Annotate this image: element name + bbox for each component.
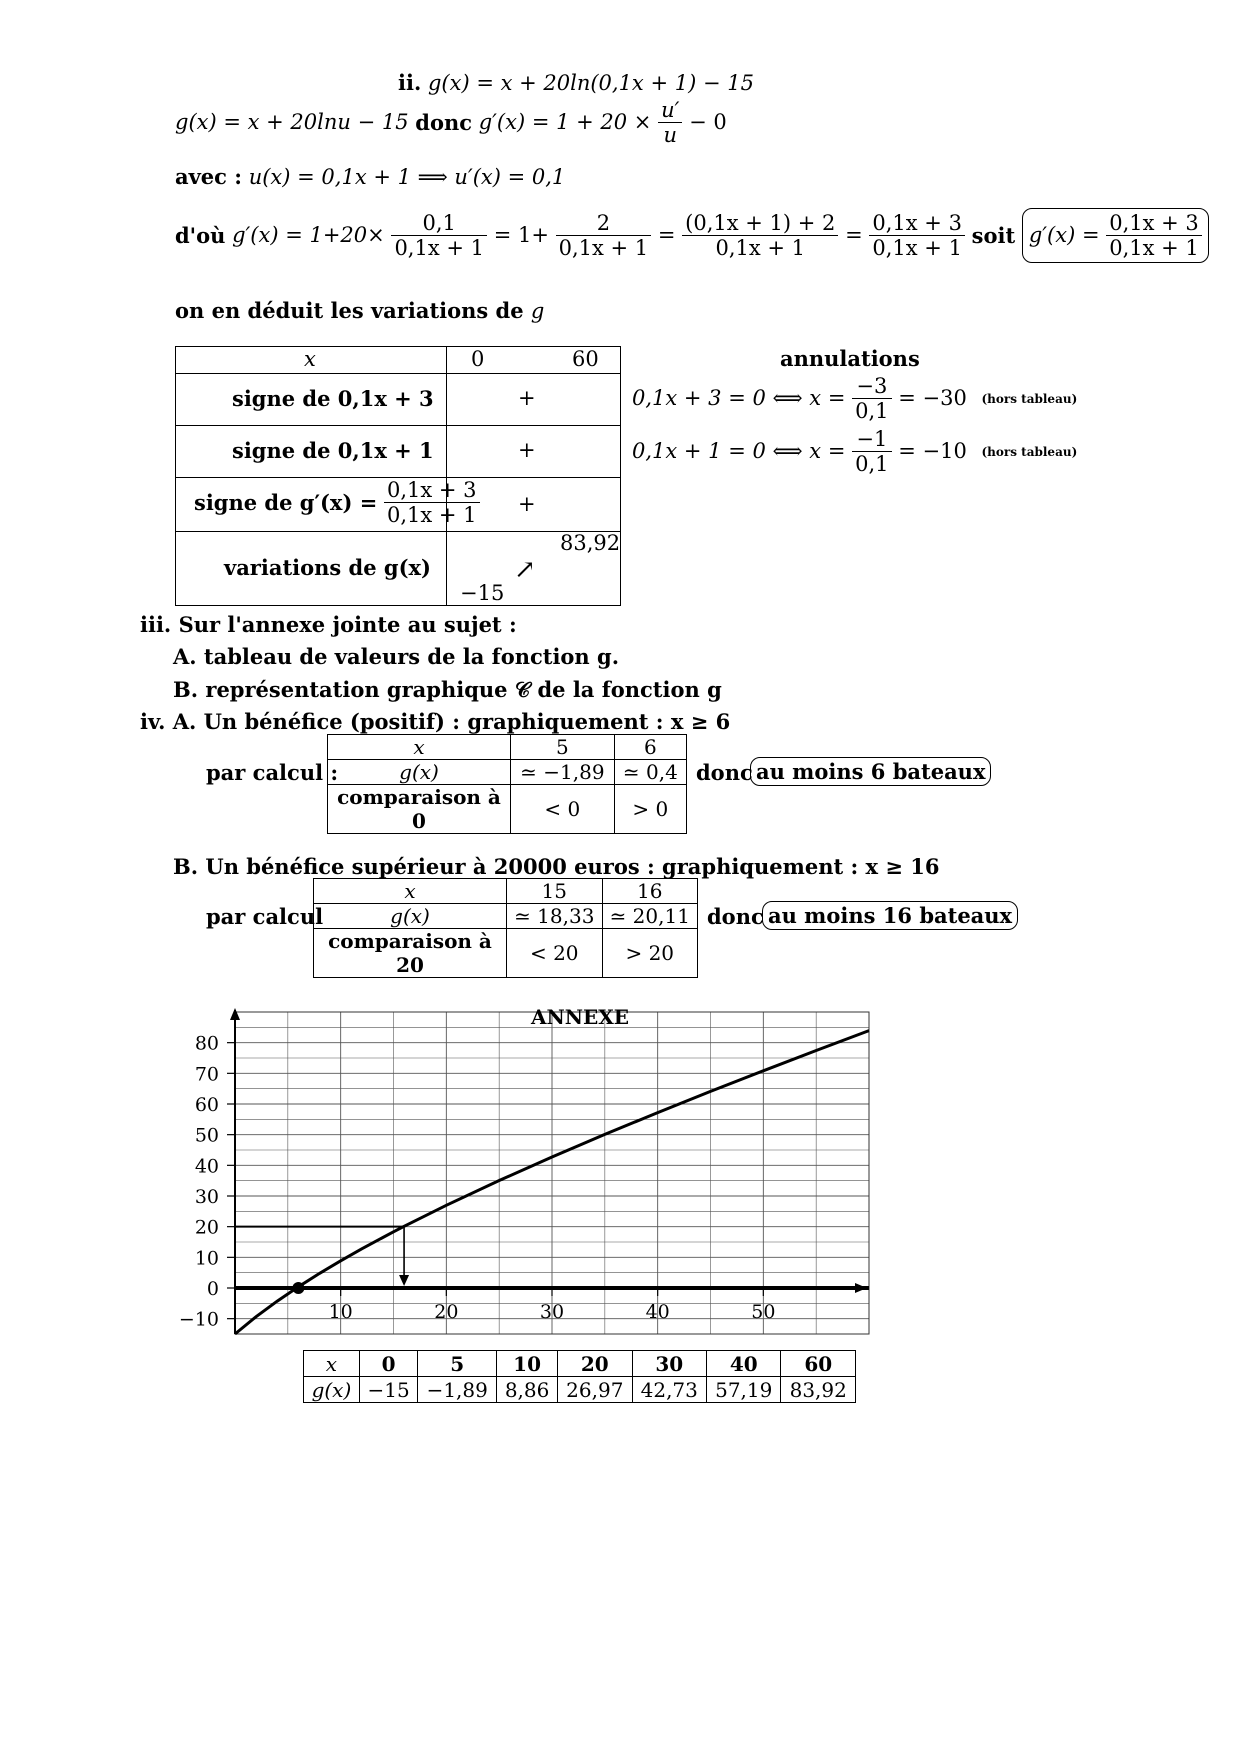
cell: comparaison à 20 bbox=[314, 929, 507, 978]
y-tick-label: 80 bbox=[194, 1032, 219, 1055]
x-axis-arrow-icon bbox=[855, 1283, 867, 1293]
x-tick-label: 40 bbox=[645, 1301, 670, 1323]
vt-row3-label: signe de g′(x) = bbox=[194, 490, 378, 516]
cell: comparaison à 0 bbox=[328, 785, 511, 834]
values-table-x-cell: 30 bbox=[632, 1351, 706, 1377]
part-iv-heading: iv. A. bbox=[140, 709, 197, 734]
chart-tick-labels bbox=[179, 1033, 776, 1331]
chart-title: ANNEXE bbox=[530, 1005, 630, 1029]
x-tick-label: 10 bbox=[328, 1301, 353, 1323]
equals-2: = bbox=[845, 223, 863, 248]
values-table-g-cell: 8,86 bbox=[497, 1377, 558, 1403]
part-iv-a-result: au moins 6 bateaux bbox=[750, 757, 991, 786]
y-tick-label: 40 bbox=[194, 1155, 219, 1178]
vt-x-end: 60 bbox=[572, 347, 599, 371]
annulation-1-left: 0,1x + 3 = 0 ⟺ x = bbox=[632, 386, 846, 411]
values-table-g-row bbox=[304, 1377, 856, 1403]
values-table-x-cell: 20 bbox=[558, 1351, 632, 1377]
values-table-x-cell: 40 bbox=[707, 1351, 781, 1377]
minus-zero: − 0 bbox=[689, 110, 727, 135]
vt-row1-label: signe de 0,1x + 3 bbox=[232, 386, 434, 411]
root-point bbox=[292, 1282, 304, 1294]
vt-row4-label: variations de g(x) bbox=[224, 555, 431, 580]
values-table-g-cell: 26,97 bbox=[558, 1377, 632, 1403]
eq-one-plus: = 1+ bbox=[493, 223, 549, 248]
fraction-1: $\frac{0,1}{0,1x + 1}$ bbox=[391, 211, 487, 260]
vt-row4-top: 83,92 bbox=[560, 531, 621, 555]
annulations-title: annulations bbox=[780, 346, 920, 371]
vt-x-start: 0 bbox=[471, 347, 485, 371]
cell: > 0 bbox=[614, 785, 686, 834]
part-iv-a-par-calcul: par calcul : bbox=[206, 760, 339, 785]
cell: 6 bbox=[614, 735, 686, 760]
fraction-2: $\frac{2}{0,1x + 1}$ bbox=[556, 211, 652, 260]
boxed-result: g′(x) = $\frac{0,1x + 3}{0,1x + 1}$ bbox=[1022, 208, 1209, 263]
x-tick-label: 20 bbox=[434, 1301, 459, 1323]
part-iii-b-label: B. bbox=[173, 677, 199, 702]
values-table bbox=[303, 1350, 856, 1403]
vt-row2-sign: + bbox=[518, 438, 536, 462]
y-tick-label: 20 bbox=[194, 1216, 219, 1239]
values-table-g-cell: 83,92 bbox=[781, 1377, 856, 1403]
x-tick-label: 50 bbox=[751, 1301, 776, 1323]
cell: < 0 bbox=[511, 785, 615, 834]
cell: ≃ 18,33 bbox=[507, 904, 603, 929]
increase-arrow-icon: ↗ bbox=[514, 555, 536, 585]
avec-expression: u(x) = 0,1x + 1 ⟹ u′(x) = 0,1 bbox=[248, 165, 566, 189]
values-table-g-cell: 42,73 bbox=[632, 1377, 706, 1403]
dou-start: g′(x) = 1+20× bbox=[232, 223, 385, 248]
values-table-x-row bbox=[304, 1351, 856, 1377]
values-table-x-cell: 10 bbox=[497, 1351, 558, 1377]
guide-arrow-icon bbox=[399, 1275, 409, 1286]
annulation-2-right: = −10 bbox=[898, 439, 967, 464]
cell: 16 bbox=[602, 879, 698, 904]
cell: x bbox=[314, 879, 507, 904]
part-iv-a-donc: donc bbox=[696, 760, 753, 785]
cell: ≃ 20,11 bbox=[602, 904, 698, 929]
annulation-2-fraction: $\frac{-1}{0,1}$ bbox=[852, 427, 891, 476]
values-table-x-label: x bbox=[304, 1351, 360, 1377]
chart-grid bbox=[235, 1012, 869, 1334]
part-iii-a-label: A. bbox=[173, 644, 197, 669]
vt-row4-bottom: −15 bbox=[460, 581, 505, 605]
values-table-x-cell: 5 bbox=[418, 1351, 497, 1377]
part-iv-b-par-calcul: par calcul bbox=[206, 904, 324, 929]
u-prime-over-u: $\frac{u'}{u}$ bbox=[658, 98, 682, 147]
y-tick-label: 30 bbox=[194, 1186, 219, 1208]
values-table-g-cell: −15 bbox=[359, 1377, 418, 1403]
annulation-1-note: (hors tableau) bbox=[981, 391, 1078, 406]
values-table-x-cell: 60 bbox=[781, 1351, 856, 1377]
values-table-g-cell: 57,19 bbox=[707, 1377, 781, 1403]
y-tick-label: −10 bbox=[178, 1308, 219, 1331]
values-table-g-cell: −1,89 bbox=[418, 1377, 497, 1403]
cell: 5 bbox=[511, 735, 615, 760]
vt-row1-sign: + bbox=[518, 386, 536, 410]
vt-row2-label: signe de 0,1x + 1 bbox=[232, 438, 434, 463]
y-tick-label: 10 bbox=[194, 1247, 219, 1270]
part-iv-b-text: Un bénéfice supérieur à 20000 euros : graphiquement : x ≥ 16 bbox=[205, 854, 940, 879]
y-axis-arrow-icon bbox=[230, 1008, 240, 1020]
part-ii-heading: ii. bbox=[398, 70, 422, 95]
fraction-4: $\frac{0,1x + 3}{0,1x + 1}$ bbox=[869, 211, 965, 260]
part-iii-b-text: représentation graphique 𝒞 de la fonction g bbox=[205, 677, 722, 702]
equals-1: = bbox=[657, 223, 676, 248]
annulation-2-note: (hors tableau) bbox=[981, 444, 1078, 459]
annulation-1-fraction: $\frac{-3}{0,1}$ bbox=[852, 374, 891, 423]
annulation-2-left: 0,1x + 1 = 0 ⟺ x = bbox=[632, 439, 846, 464]
cell: x bbox=[328, 735, 511, 760]
y-tick-label: 0 bbox=[206, 1278, 219, 1300]
part-iv-b-heading: B. bbox=[173, 854, 199, 879]
vt-row3-sign: + bbox=[518, 492, 536, 516]
g-prime-start: g′(x) = 1 + 20 × bbox=[478, 110, 652, 135]
part-iv-b-donc: donc bbox=[707, 904, 764, 929]
values-table-g-label: g(x) bbox=[304, 1377, 360, 1403]
deduit-var: g bbox=[530, 299, 545, 323]
part-iii-heading: iii. bbox=[140, 612, 172, 637]
part-iii-text: Sur l'annexe jointe au sujet : bbox=[178, 612, 517, 637]
values-table-x-cell: 0 bbox=[359, 1351, 418, 1377]
part-iv-a-text: Un bénéfice (positif) : graphiquement : x ≥ 6 bbox=[203, 709, 731, 734]
cell: g(x) bbox=[314, 904, 507, 929]
cell: ≃ −1,89 bbox=[511, 760, 615, 785]
cell: < 20 bbox=[507, 929, 603, 978]
part-iv-b-result: au moins 16 bateaux bbox=[762, 901, 1018, 930]
y-tick-label: 50 bbox=[194, 1124, 219, 1147]
fraction-3: $\frac{(0,1x + 1) + 2}{0,1x + 1}$ bbox=[682, 211, 838, 260]
avec-label: avec : bbox=[175, 164, 243, 189]
dou-label: d'où bbox=[175, 223, 226, 249]
cell: g(x) bbox=[328, 760, 511, 785]
x-tick-label: 30 bbox=[539, 1301, 565, 1323]
soit-word: soit bbox=[971, 223, 1016, 249]
annulation-1-right: = −30 bbox=[898, 386, 967, 411]
deduit-text: on en déduit les variations de bbox=[175, 298, 524, 323]
y-tick-label: 70 bbox=[194, 1063, 219, 1086]
vt-row3-fraction: $\frac{0,1x + 3}{0,1x + 1}$ bbox=[384, 478, 480, 527]
g-definition: g(x) = x + 20ln(0,1x + 1) − 15 bbox=[427, 71, 754, 95]
cell: > 20 bbox=[602, 929, 698, 978]
g-lnu-form: g(x) = x + 20lnu − 15 bbox=[175, 110, 409, 135]
part-iii-a-text: tableau de valeurs de la fonction g. bbox=[203, 644, 620, 669]
cell: ≃ 0,4 bbox=[614, 760, 686, 785]
cell: 15 bbox=[507, 879, 603, 904]
y-tick-label: 60 bbox=[194, 1094, 219, 1116]
donc-word: donc bbox=[415, 110, 473, 136]
vt-x-label: x bbox=[304, 347, 316, 371]
chart-axes bbox=[230, 1008, 869, 1334]
